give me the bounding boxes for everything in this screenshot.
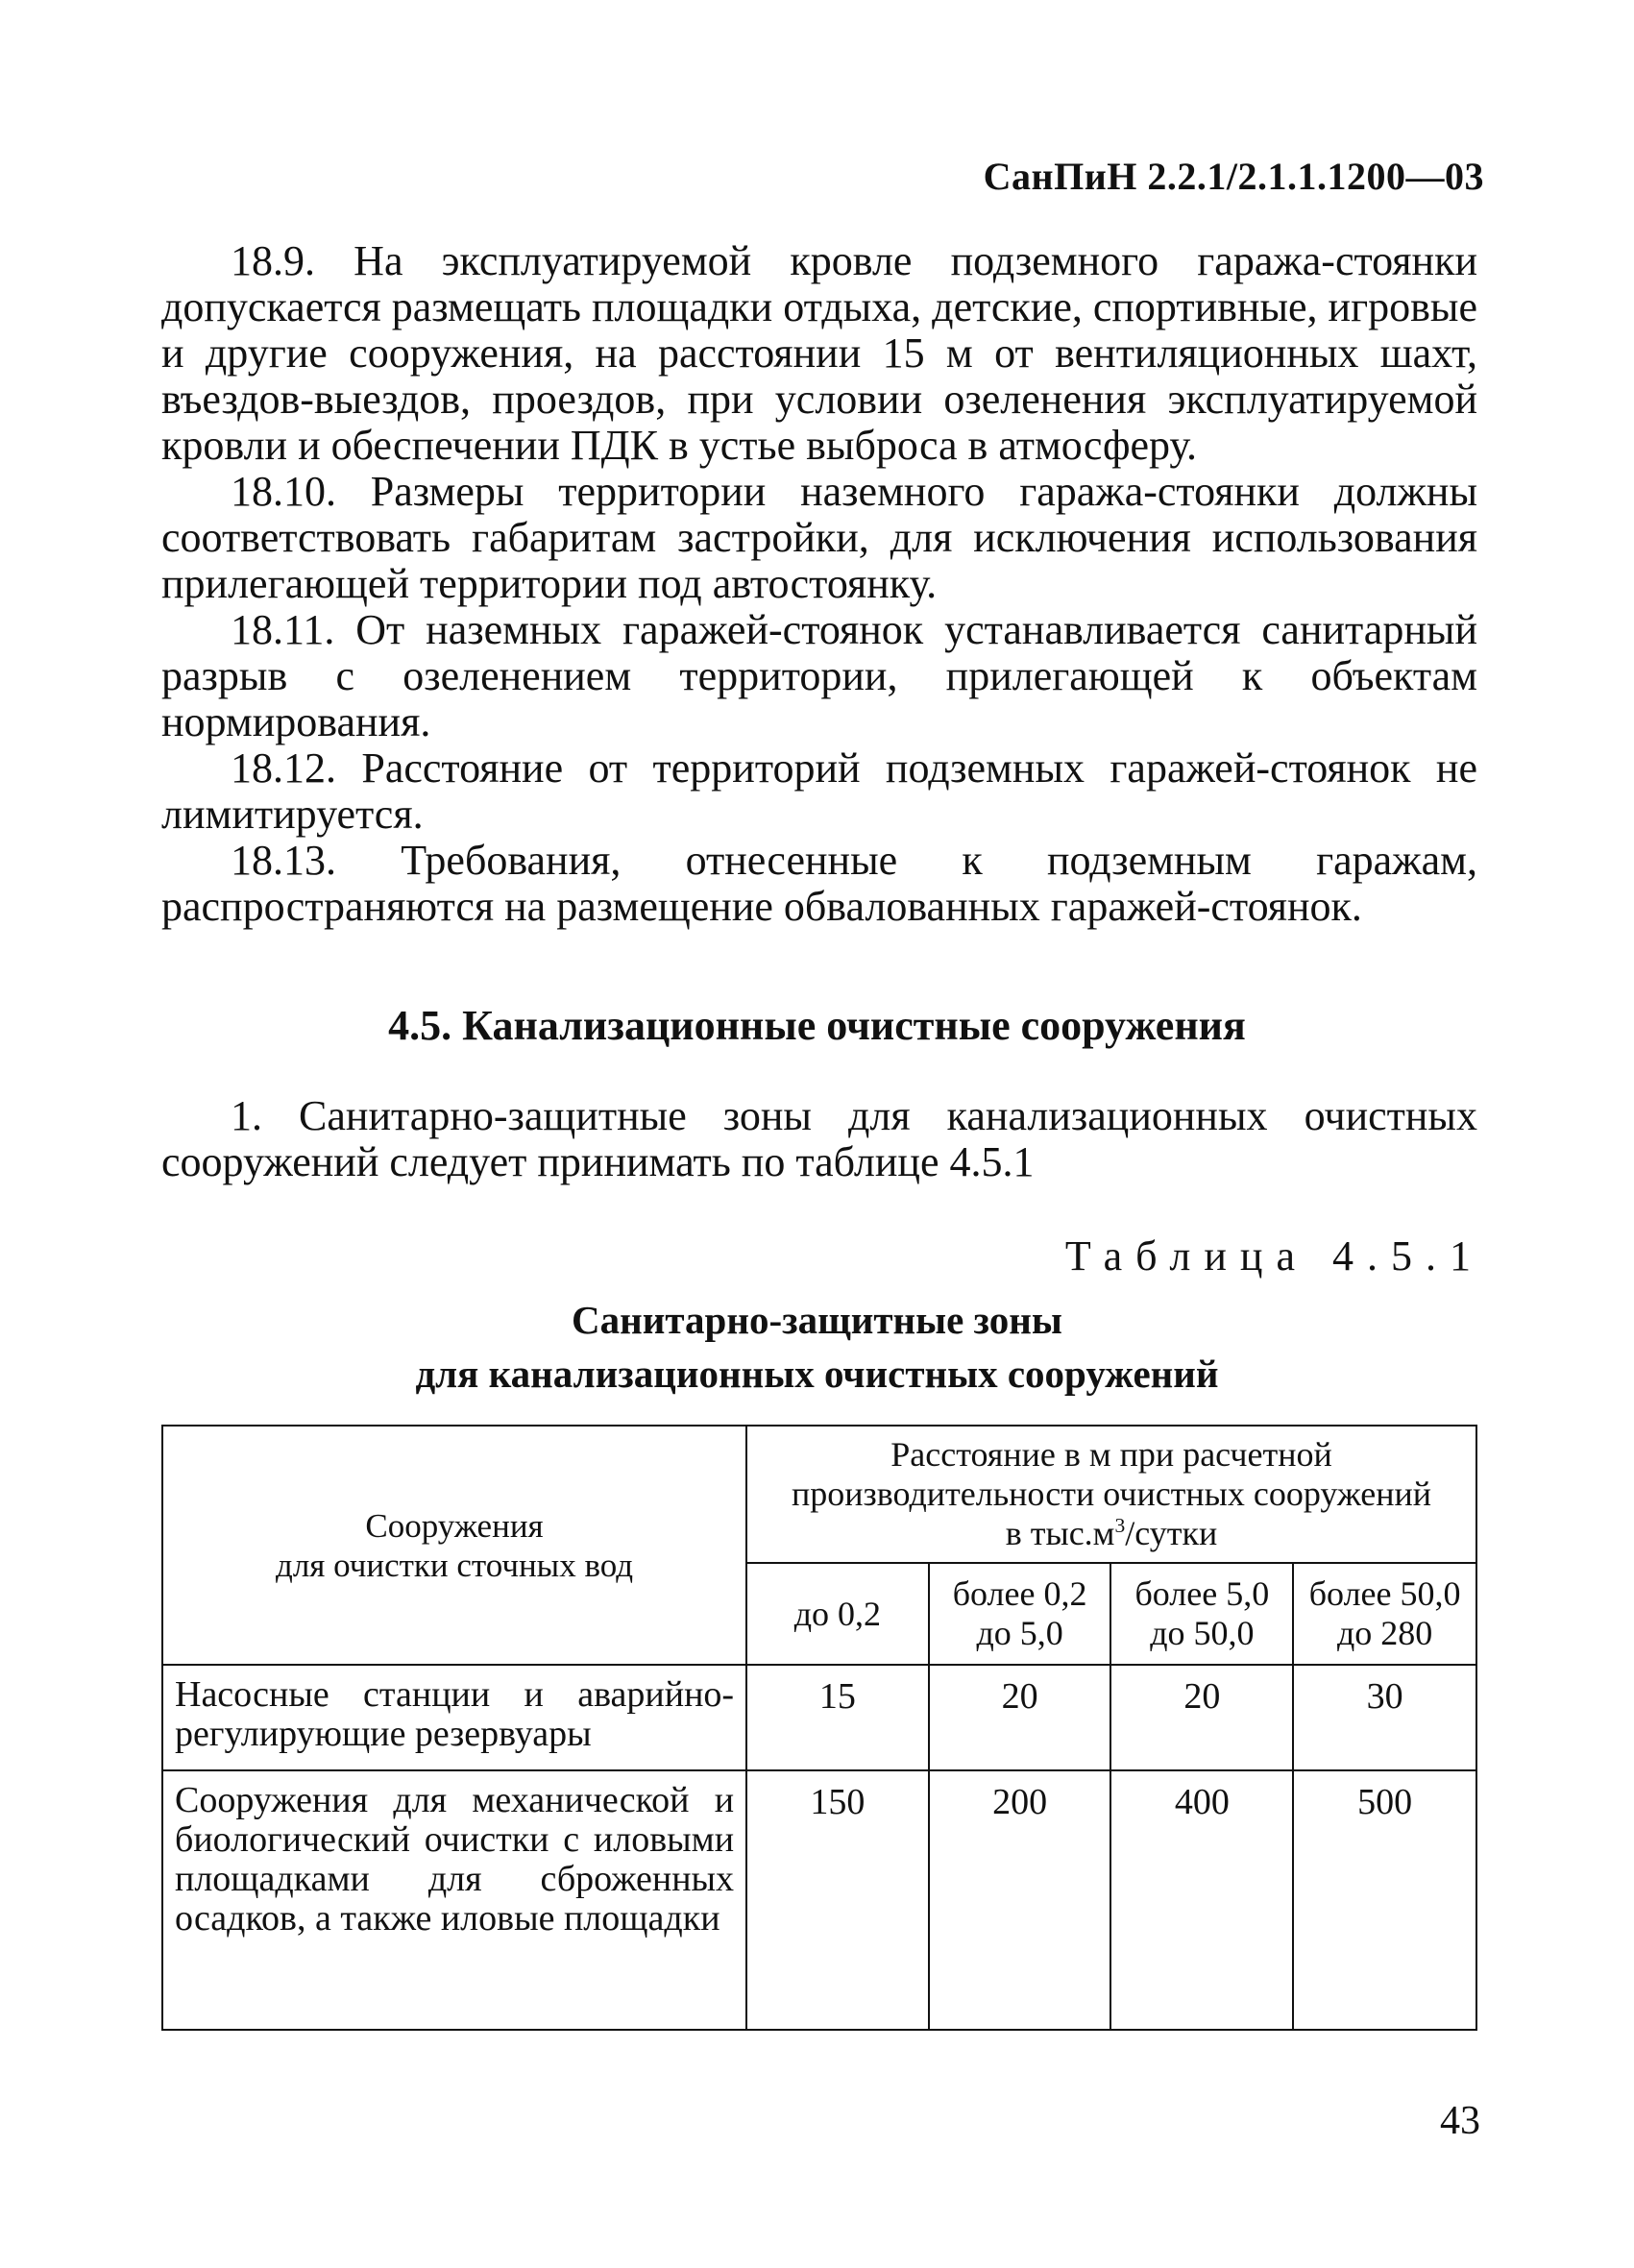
table-cell: 15 bbox=[746, 1665, 929, 1770]
paragraph-18-12: 18.12. Расстояние от территорий подземных гаражей-стоянок не лимитируется. bbox=[161, 744, 1477, 838]
table-cell: 30 bbox=[1293, 1665, 1476, 1770]
capacity-col-3-line-1: более 5,0 bbox=[1134, 1574, 1270, 1613]
document-code: СанПиН 2.2.1/2.1.1.1200—03 bbox=[983, 155, 1484, 198]
paragraph-4-5-1: 1. Санитарно-защитные зоны для канализационных очистных сооружений следует принимать по таблице 4.5.1 bbox=[161, 1092, 1477, 1185]
table-cell: 20 bbox=[929, 1665, 1111, 1770]
sanitary-zones-table bbox=[161, 1425, 1477, 2031]
table-cell: 400 bbox=[1110, 1770, 1293, 2030]
capacity-col-1-line-1: до 0,2 bbox=[793, 1594, 882, 1633]
capacity-col-1 bbox=[746, 1563, 929, 1665]
header-structures bbox=[162, 1426, 746, 1665]
paragraph-18-13: 18.13. Требования, отнесенные к подземным гаражам, распространяются на размещение обвалованных гаражей-стоянок. bbox=[161, 837, 1477, 930]
header-distance bbox=[746, 1426, 1476, 1563]
capacity-col-2-line-1: более 0,2 bbox=[952, 1574, 1087, 1613]
capacity-col-3-line-2: до 50,0 bbox=[1150, 1614, 1255, 1652]
paragraph-18-9: 18.9. На эксплуатируемой кровле подземного гаража-стоянки допускается размещать площадки отдыха, детские, спортивные, игровые и другие сооружения, на расстоянии 15 м от вентиляционных шахт, въездов-выездов, проездов, при условии озеленения эксплуатируемой кровли и обеспечении ПДК в устье выброса в атмосферу. bbox=[161, 237, 1477, 469]
header-structures-line-1: Сооружения bbox=[365, 1506, 544, 1545]
table-row bbox=[162, 1665, 1476, 1770]
table-cell: 200 bbox=[929, 1770, 1111, 2030]
unit-suffix: /сутки bbox=[1125, 1514, 1218, 1552]
paragraph-18-10: 18.10. Размеры территории наземного гаража-стоянки должны соответствовать габаритам застройки, для исключения использования прилегающей территории под автостоянку. bbox=[161, 468, 1477, 607]
capacity-col-4-line-2: до 280 bbox=[1336, 1614, 1433, 1652]
capacity-col-2 bbox=[929, 1563, 1111, 1665]
unit-superscript: 3 bbox=[1114, 1514, 1126, 1537]
body-text-top bbox=[161, 238, 1477, 930]
table-cell: 500 bbox=[1293, 1770, 1476, 2030]
header-distance-line-2: производительности очистных сооружений bbox=[791, 1475, 1432, 1513]
table-title-line-1: Санитарно-защитные зоны bbox=[572, 1298, 1062, 1342]
header-distance-line-3 bbox=[753, 1514, 1470, 1553]
paragraph-18-11: 18.11. От наземных гаражей-стоянок устанавливается санитарный разрыв с озеленением территории, прилегающей к объектам нормирования. bbox=[161, 606, 1477, 745]
header-structures-line-2: для очистки сточных вод bbox=[276, 1546, 634, 1584]
capacity-col-4 bbox=[1293, 1563, 1476, 1665]
table-title-line-2: для канализационных очистных сооружений bbox=[415, 1352, 1219, 1396]
page-number: 43 bbox=[1440, 2099, 1480, 2143]
capacity-col-3 bbox=[1110, 1563, 1293, 1665]
section-body bbox=[161, 1093, 1477, 1185]
table-title bbox=[0, 1293, 1634, 1401]
table-caption: Таблица 4.5.1 bbox=[1064, 1232, 1484, 1280]
row-name-treatment-facilities: Сооружения для механической и биологический очистки с иловыми площадками для сброженных осадков, а также иловые площадки bbox=[162, 1770, 746, 2030]
header-distance-line-1: Расстояние в м при расчетной bbox=[890, 1435, 1332, 1474]
capacity-col-2-line-2: до 5,0 bbox=[976, 1614, 1063, 1652]
capacity-col-4-line-1: более 50,0 bbox=[1308, 1574, 1461, 1613]
table-cell: 20 bbox=[1110, 1665, 1293, 1770]
table-row bbox=[162, 1770, 1476, 2030]
row-name-pumping-stations: Насосные станции и аварийно-регулирующие резервуары bbox=[162, 1665, 746, 1770]
section-title: 4.5. Канализационные очистные сооружения bbox=[388, 1002, 1246, 1049]
unit-prefix: в тыс.м bbox=[1005, 1514, 1115, 1552]
table-cell: 150 bbox=[746, 1770, 929, 2030]
